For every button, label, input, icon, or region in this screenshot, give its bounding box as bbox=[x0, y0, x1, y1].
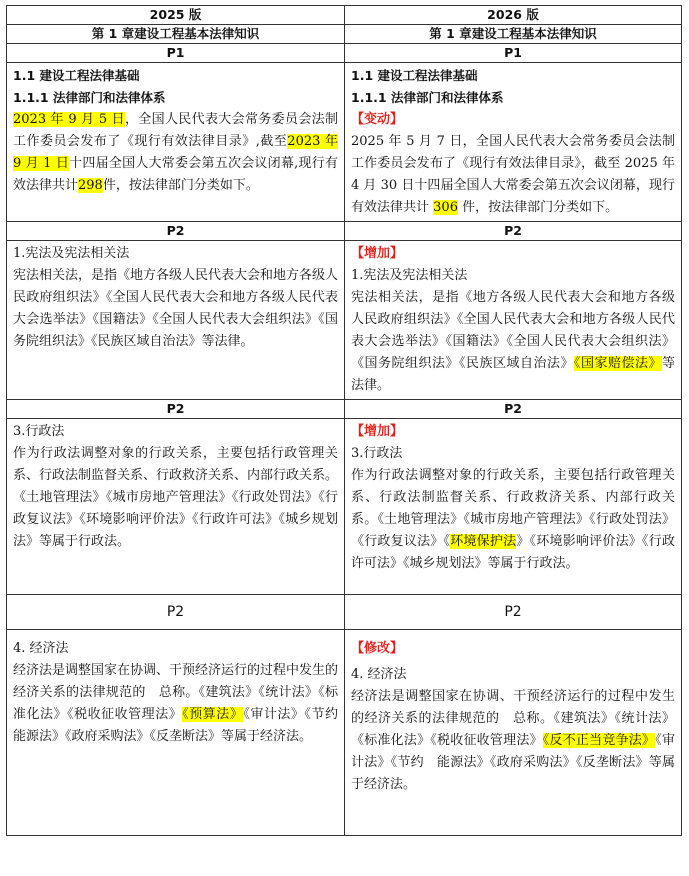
page-ref-row bbox=[7, 222, 682, 241]
body-text: 作为行政法调整对象的行政关系，主要包括行政管理关系、行政法制监督关系、行政救济关系、内部行政关系。《土地管理法》《城市房地产管理法》《行政处罚法》《行政复议法》《环境保护法》《环境影响评价法》《行政许可法》《城乡规划法》等属于行政法。 bbox=[351, 468, 675, 571]
chapter-header-row bbox=[7, 25, 682, 44]
page-ref: P2 bbox=[345, 400, 682, 419]
change-tag: 【修改】 bbox=[351, 641, 404, 656]
body-text: 经济法是调整国家在协调、干预经济运行的过程中发生的经济关系的法律规范的 总称。《建筑法》《统计法》《标准化法》《税收征收管理法》《反不正当竞争法》《审计法》《节约 能源法》《政府采购法》《反垄断法》等属于经济法。 bbox=[351, 689, 675, 792]
left-content-cell bbox=[7, 63, 345, 222]
section-heading: 1.1 建设工程法律基础 bbox=[13, 68, 140, 83]
content-row bbox=[7, 63, 682, 222]
subsection-heading: 1.1.1 法律部门和法律体系 bbox=[351, 90, 504, 105]
section-title: 4. 经济法 bbox=[13, 641, 69, 656]
left-version-header: 2025 版 bbox=[7, 6, 345, 25]
page-ref: P2 bbox=[7, 595, 345, 630]
body-text: 经济法是调整国家在协调、干预经济运行的过程中发生的经济关系的法律规范的 总称。《建筑法》《统计法》《标准化法》《税收征收管理法》《预算法》《审计法》《节约 能源法》《政府采购法》《反垄断法》等属于经济法。 bbox=[13, 663, 351, 744]
highlighted-text: 298 bbox=[78, 178, 103, 193]
left-chapter-title: 第 1 章建设工程基本法律知识 bbox=[7, 25, 345, 44]
change-tag: 【增加】 bbox=[351, 246, 404, 261]
right-content-cell bbox=[345, 241, 682, 400]
right-content-cell bbox=[345, 419, 682, 595]
content-row bbox=[7, 630, 682, 836]
change-tag: 【变动】 bbox=[351, 112, 404, 127]
right-content-cell bbox=[345, 630, 682, 836]
highlighted-text: 2023 年 9 月 1 日 bbox=[13, 134, 338, 171]
section-title: 1.宪法及宪法相关法 bbox=[13, 246, 130, 261]
section-title: 1.宪法及宪法相关法 bbox=[351, 268, 468, 283]
page-ref: P1 bbox=[7, 44, 345, 63]
change-tag: 【增加】 bbox=[351, 424, 404, 439]
highlighted-text: 《预算法》 bbox=[182, 707, 244, 722]
highlighted-text: 《反不正当竞争法》 bbox=[542, 733, 656, 748]
left-content-cell bbox=[7, 419, 345, 595]
left-content-cell bbox=[7, 630, 351, 836]
page-ref-row bbox=[7, 400, 682, 419]
body-text: 作为行政法调整对象的行政关系，主要包括行政管理关系、行政法制监督关系、行政救济关系、内部行政关系。《土地管理法》《城市房地产管理法》《行政处罚法》《行政复议法》《环境影响评价法》《行政许可法》《城乡规划法》等属于行政法。 bbox=[13, 446, 339, 549]
right-chapter-title: 第 1 章建设工程基本法律知识 bbox=[345, 25, 682, 44]
page-ref: P2 bbox=[345, 222, 682, 241]
content-row bbox=[7, 419, 682, 595]
body-text: 2025 年 5 月 7 日，全国人民代表大会常务委员会法制工作委员会发布了《现行有效法律目录》，截至 2025 年 4 月 30 日十四届全国人大常委会第五次会议闭幕，现行有效法律共计 306 件，按法律部门分类如下。 bbox=[351, 134, 675, 215]
section-title: 3.行政法 bbox=[13, 424, 65, 439]
comparison-table bbox=[6, 5, 682, 836]
page-ref: P2 bbox=[7, 400, 345, 419]
subsection-heading: 1.1.1 法律部门和法律体系 bbox=[13, 90, 166, 105]
left-content-cell bbox=[7, 241, 345, 400]
body-text: 宪法相关法，是指《地方各级人民代表大会和地方各级人民政府组织法》《全国人民代表大会和地方各级人民代表大会选举法》《国籍法》《全国人民代表大会组织法》《国务院组织法》《民族区域自治法》等法律。 bbox=[13, 268, 339, 349]
body-text: 2023 年 9 月 5 日，全国人民代表大会常务委员会法制工作委员会发布了《现行有效法律目录》,截至2023 年 9 月 1 日十四届全国人大常委会第五次会议闭幕,现行有效法律共计298件，按法律部门分类如下。 bbox=[13, 112, 338, 193]
version-header-row bbox=[7, 6, 682, 25]
section-heading: 1.1 建设工程法律基础 bbox=[351, 68, 478, 83]
page-ref: P2 bbox=[7, 222, 345, 241]
highlighted-text: 环境保护法 bbox=[450, 534, 517, 549]
content-row bbox=[7, 241, 682, 400]
section-title: 3.行政法 bbox=[351, 446, 403, 461]
section-title: 4. 经济法 bbox=[351, 667, 407, 682]
page-ref: P1 bbox=[345, 44, 682, 63]
right-content-cell bbox=[345, 63, 682, 222]
page-ref-row bbox=[7, 44, 682, 63]
highlighted-text: 306 bbox=[433, 200, 458, 215]
body-text: 宪法相关法，是指《地方各级人民代表大会和地方各级人民政府组织法》《全国人民代表大会和地方各级人民代表大会选举法》《国籍法》《全国人民代表大会组织法》《国务院组织法》《民族区域自治法》《国家赔偿法》等法律。 bbox=[351, 290, 675, 393]
right-version-header: 2026 版 bbox=[345, 6, 682, 25]
page-ref-row bbox=[7, 595, 682, 630]
page-ref: P2 bbox=[345, 595, 682, 630]
highlighted-text: 《国家赔偿法》 bbox=[573, 356, 662, 371]
highlighted-text: 2023 年 9 月 5 日 bbox=[13, 112, 125, 127]
